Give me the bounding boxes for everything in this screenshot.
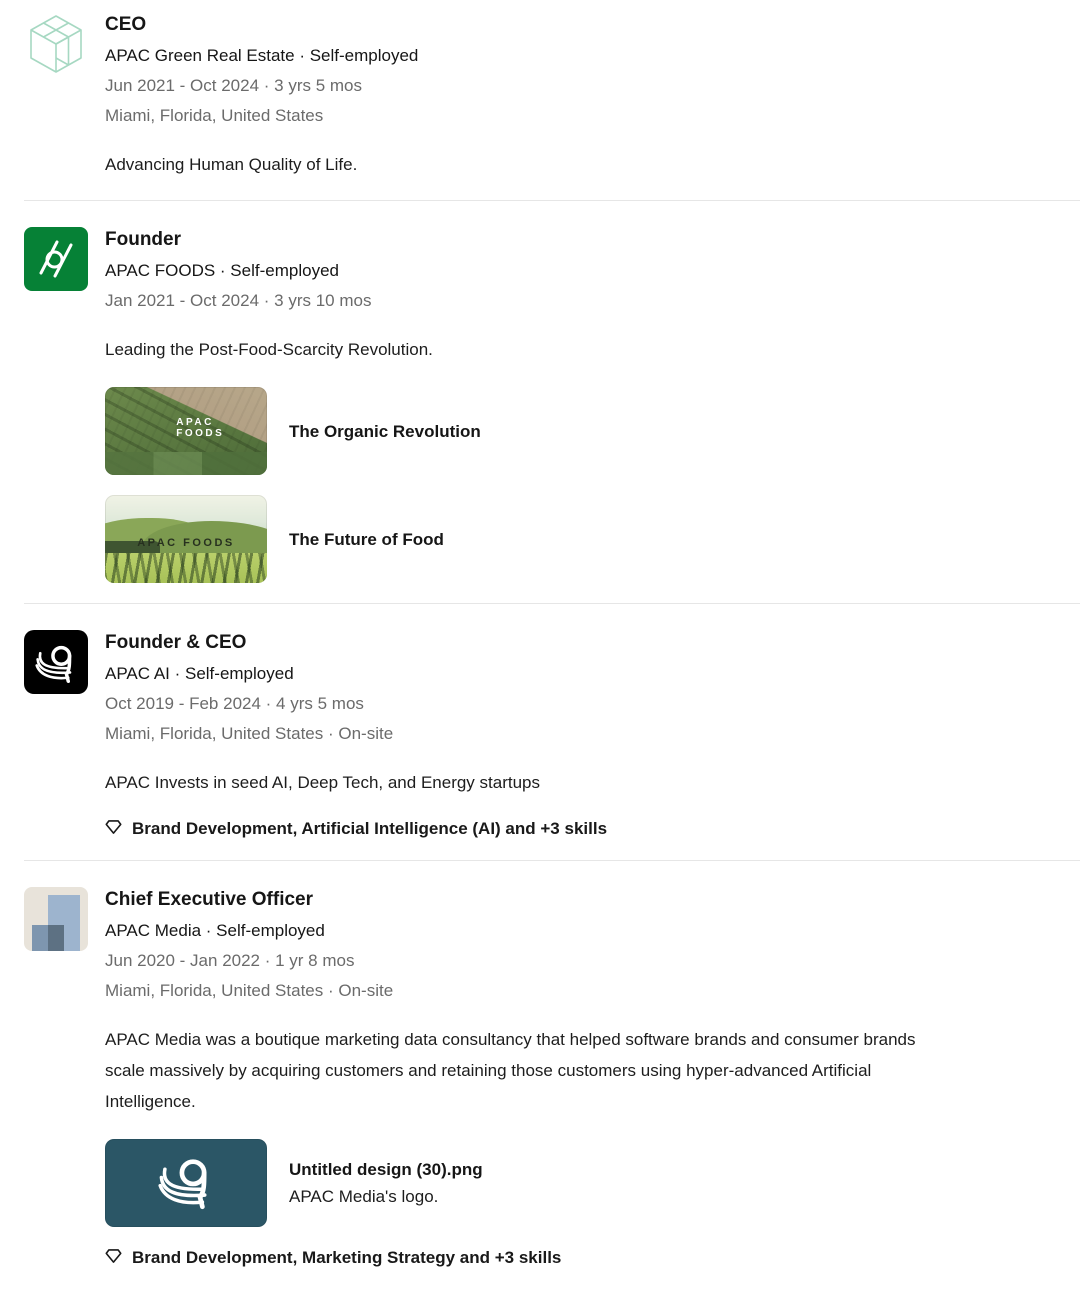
media-title: Untitled design (30).png bbox=[289, 1160, 483, 1179]
job-description: Advancing Human Quality of Life. bbox=[105, 155, 358, 174]
location: Miami, Florida, United States · On-site bbox=[105, 724, 394, 743]
company-line: APAC Media · Self-employed bbox=[105, 921, 325, 940]
media-title: The Organic Revolution bbox=[289, 421, 481, 441]
job-title: Founder & CEO bbox=[105, 632, 247, 653]
job-description: Leading the Post-Food-Scarcity Revolution. bbox=[105, 340, 433, 359]
job-description: APAC Media was a boutique marketing data consultancy that helped software brands and consumer brands scale massively by acquiring customers and retaining those customers using hyper-advanced Artificial Intelligence. bbox=[105, 1030, 916, 1111]
experience-item-chief-executive-officer bbox=[0, 861, 1080, 1289]
company-line: APAC AI · Self-employed bbox=[105, 664, 294, 683]
swirl-a-monogram-icon bbox=[146, 1141, 226, 1226]
thumb-brand-label: APAC FOODS bbox=[137, 537, 235, 550]
overlapping-squares-icon bbox=[24, 887, 88, 951]
date-range: Jun 2021 - Oct 2024 · 3 yrs 5 mos bbox=[105, 76, 363, 95]
apac-green-real-estate-logo[interactable] bbox=[24, 12, 88, 76]
job-title: Chief Executive Officer bbox=[105, 889, 314, 910]
experience-item-founder-ceo bbox=[0, 604, 1080, 860]
skills-row[interactable] bbox=[105, 818, 1056, 840]
company-line: APAC Green Real Estate · Self-employed bbox=[105, 46, 419, 65]
location: Miami, Florida, United States · On-site bbox=[105, 981, 394, 1000]
slashed-circle-monogram-icon bbox=[24, 227, 88, 291]
experience-item-founder bbox=[0, 201, 1080, 603]
job-title: CEO bbox=[105, 14, 147, 35]
media-list bbox=[105, 1139, 1056, 1227]
date-range: Jan 2021 - Oct 2024 · 3 yrs 10 mos bbox=[105, 291, 372, 310]
media-card-untitled-design[interactable] bbox=[105, 1139, 1056, 1227]
crop-rows-shape bbox=[105, 553, 267, 583]
thumb-brand-label: APAC FOODS bbox=[176, 416, 225, 439]
skills-text: Brand Development, Artificial Intelligence (AI) and +3 skills bbox=[132, 819, 608, 838]
skills-diamond-icon bbox=[105, 818, 122, 840]
company-line: APAC FOODS · Self-employed bbox=[105, 261, 339, 280]
hills-farm-thumbnail bbox=[105, 495, 267, 583]
aerial-farm-thumbnail bbox=[105, 387, 267, 475]
swirl-a-monogram-icon bbox=[24, 630, 88, 694]
media-list bbox=[105, 387, 1056, 583]
media-card-organic-revolution[interactable] bbox=[105, 387, 1056, 475]
media-title: The Future of Food bbox=[289, 529, 444, 549]
apac-foods-logo[interactable] bbox=[24, 227, 88, 291]
date-range: Jun 2020 - Jan 2022 · 1 yr 8 mos bbox=[105, 951, 355, 970]
skills-row[interactable] bbox=[105, 1247, 1056, 1269]
media-card-future-of-food[interactable] bbox=[105, 495, 1056, 583]
skills-text: Brand Development, Marketing Strategy and +3 skills bbox=[132, 1248, 562, 1267]
location: Miami, Florida, United States bbox=[105, 106, 324, 125]
date-range: Oct 2019 - Feb 2024 · 4 yrs 5 mos bbox=[105, 694, 364, 713]
apac-media-logo[interactable] bbox=[24, 887, 88, 951]
apac-media-logo-thumbnail bbox=[105, 1139, 267, 1227]
media-subtitle: APAC Media's logo. bbox=[289, 1187, 439, 1206]
job-description: APAC Invests in seed AI, Deep Tech, and Energy startups bbox=[105, 773, 541, 792]
wireframe-cube-icon bbox=[24, 12, 88, 76]
job-title: Founder bbox=[105, 229, 181, 250]
apac-ai-logo[interactable] bbox=[24, 630, 88, 694]
skills-diamond-icon bbox=[105, 1247, 122, 1269]
experience-item-ceo bbox=[0, 0, 1080, 200]
